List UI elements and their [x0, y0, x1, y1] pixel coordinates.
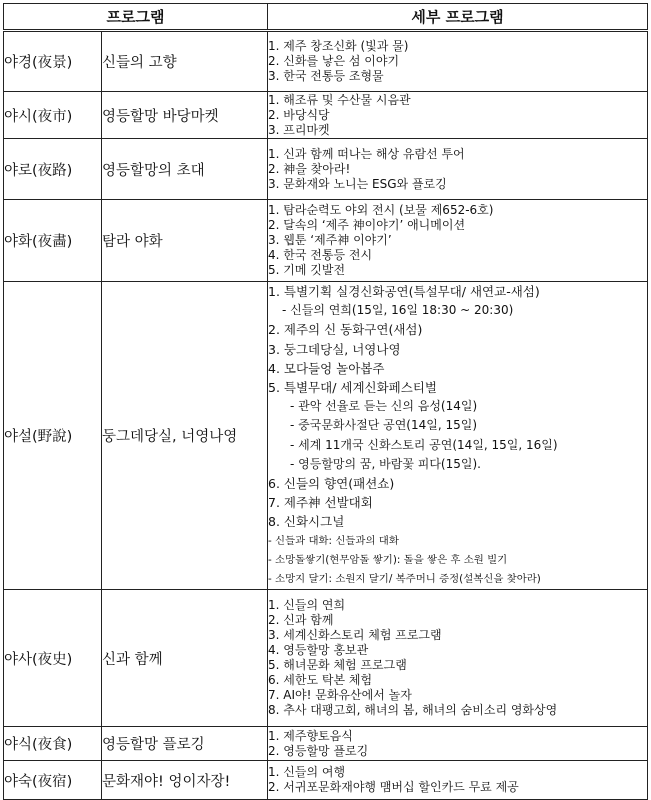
- detail-item: 7. AI야! 문화유산에서 놀자: [268, 688, 412, 703]
- row-details: [268, 282, 648, 590]
- detail-item: 3. 프리마켓: [268, 122, 330, 137]
- row-details: [268, 139, 648, 200]
- program-table: [3, 3, 648, 800]
- table-row: [4, 590, 648, 727]
- row-category: 야설(野說): [4, 282, 102, 590]
- row-program-name: 신들의 고향: [102, 31, 268, 92]
- detail-item: 1. 신과 함께 떠나는 해상 유람선 투어: [268, 146, 465, 161]
- detail-item: 8. 신화시그널: [268, 514, 345, 530]
- detail-item: - 중국문화사절단 공연(14일, 15일): [290, 418, 478, 433]
- table-row: [4, 761, 648, 800]
- row-details: [268, 31, 648, 92]
- detail-item: - 신들의 연희(15일, 16일 18:30 ~ 20:30): [282, 303, 514, 318]
- row-details: [268, 590, 648, 727]
- row-program-name: 신과 함께: [102, 590, 268, 727]
- header-detail-program: 세부 프로그램: [268, 4, 648, 31]
- detail-item: - 세계 11개국 신화스토리 공연(14일, 15일, 16일): [290, 437, 558, 452]
- detail-item: 3. 웹툰 ‘제주神 이야기’: [268, 233, 392, 247]
- detail-item: 8. 추사 대팽고회, 해녀의 봄, 해녀의 숨비소리 영화상영: [268, 703, 558, 718]
- detail-item: 2. 神을 찾아라!: [268, 161, 351, 176]
- detail-item: 1. 해조류 및 수산물 시음관: [268, 92, 411, 107]
- row-details: [268, 92, 648, 139]
- detail-item: 1. 신들의 여행: [268, 765, 346, 780]
- row-program-name: 둥그데당실, 너영나영: [102, 282, 268, 590]
- detail-item: 2. 바당식당: [268, 107, 330, 122]
- detail-item: 3. 문화재와 노니는 ESG와 플로깅: [268, 176, 447, 191]
- detail-item: 2. 영등할망 플로깅: [268, 743, 369, 758]
- detail-item: 1. 특별기획 실경신화공연(특설무대/ 새연교-새섬): [268, 284, 540, 299]
- row-program-name: 영등할망 바당마켓: [102, 92, 268, 139]
- detail-item: - 신들과 대화: 신들과의 대화: [268, 534, 399, 547]
- row-category: 야식(夜食): [4, 727, 102, 761]
- table-row: [4, 727, 648, 761]
- detail-item: - 소망돌쌓기(현무암돌 쌓기): 돌을 쌓은 후 소원 빌기: [268, 553, 508, 566]
- detail-item: 6. 신들의 향연(패션쇼): [268, 476, 395, 492]
- row-details: [268, 200, 648, 282]
- table-body: [4, 31, 648, 800]
- detail-item: 3. 둥그데당실, 너영나영: [268, 341, 401, 357]
- row-category: 야사(夜史): [4, 590, 102, 727]
- row-category: 야시(夜市): [4, 92, 102, 139]
- detail-item: 2. 달속의 ‘제주 神이야기’ 애니메이션: [268, 218, 466, 232]
- detail-item: 4. 한국 전통등 전시: [268, 248, 373, 262]
- detail-item: 3. 세계신화스토리 체험 프로그램: [268, 628, 442, 643]
- table-row: [4, 139, 648, 200]
- table-row: [4, 282, 648, 590]
- row-program-name: 문화재야! 엉이자장!: [102, 761, 268, 800]
- detail-item: 1. 제주 창조신화 (빛과 물): [268, 39, 409, 53]
- detail-item: 5. 특별무대/ 세계신화페스티벌: [268, 380, 437, 396]
- detail-item: 1. 탐라순력도 야외 전시 (보물 제652-6호): [268, 203, 494, 217]
- row-category: 야숙(夜宿): [4, 761, 102, 800]
- detail-item: 1. 제주향토음식: [268, 728, 353, 743]
- detail-item: 2. 서귀포문화재야행 맴버십 할인카드 무료 제공: [268, 780, 519, 795]
- detail-item: 3. 한국 전통등 조형물: [268, 69, 384, 83]
- row-program-name: 영등할망 플로깅: [102, 727, 268, 761]
- table-row: [4, 31, 648, 92]
- detail-item: 2. 신과 함께: [268, 613, 334, 628]
- detail-item: - 관악 선율로 듣는 신의 음성(14일): [290, 399, 478, 414]
- detail-item: 4. 모다들엉 놀아봅주: [268, 360, 385, 376]
- detail-item: 5. 기메 깃발전: [268, 263, 346, 277]
- header-program: 프로그램: [4, 4, 268, 31]
- detail-item: 5. 해녀문화 체험 프로그램: [268, 658, 407, 673]
- detail-item: 6. 세한도 탁본 체험: [268, 673, 373, 688]
- detail-item: - 영등할망의 꿈, 바람꽃 피다(15일).: [290, 456, 481, 471]
- detail-item: 4. 영등할망 홍보관: [268, 643, 369, 658]
- detail-item: 2. 제주의 신 동화구연(새섬): [268, 322, 423, 338]
- row-category: 야경(夜景): [4, 31, 102, 92]
- program-table-container: [3, 3, 648, 800]
- row-category: 야화(夜畵): [4, 200, 102, 282]
- detail-item: 2. 신화를 낳은 섬 이야기: [268, 54, 400, 68]
- row-details: [268, 727, 648, 761]
- table-header-row: [4, 4, 648, 31]
- detail-item: 1. 신들의 연희: [268, 598, 346, 613]
- row-details: [268, 761, 648, 800]
- row-program-name: 영등할망의 초대: [102, 139, 268, 200]
- row-category: 야로(夜路): [4, 139, 102, 200]
- detail-item: - 소망지 달기: 소원지 달기/ 복주머니 증정(설복신을 찾아라): [268, 573, 541, 586]
- detail-item: 7. 제주神 선발대회: [268, 495, 373, 511]
- table-row: [4, 200, 648, 282]
- row-program-name: 탐라 야화: [102, 200, 268, 282]
- table-row: [4, 92, 648, 139]
